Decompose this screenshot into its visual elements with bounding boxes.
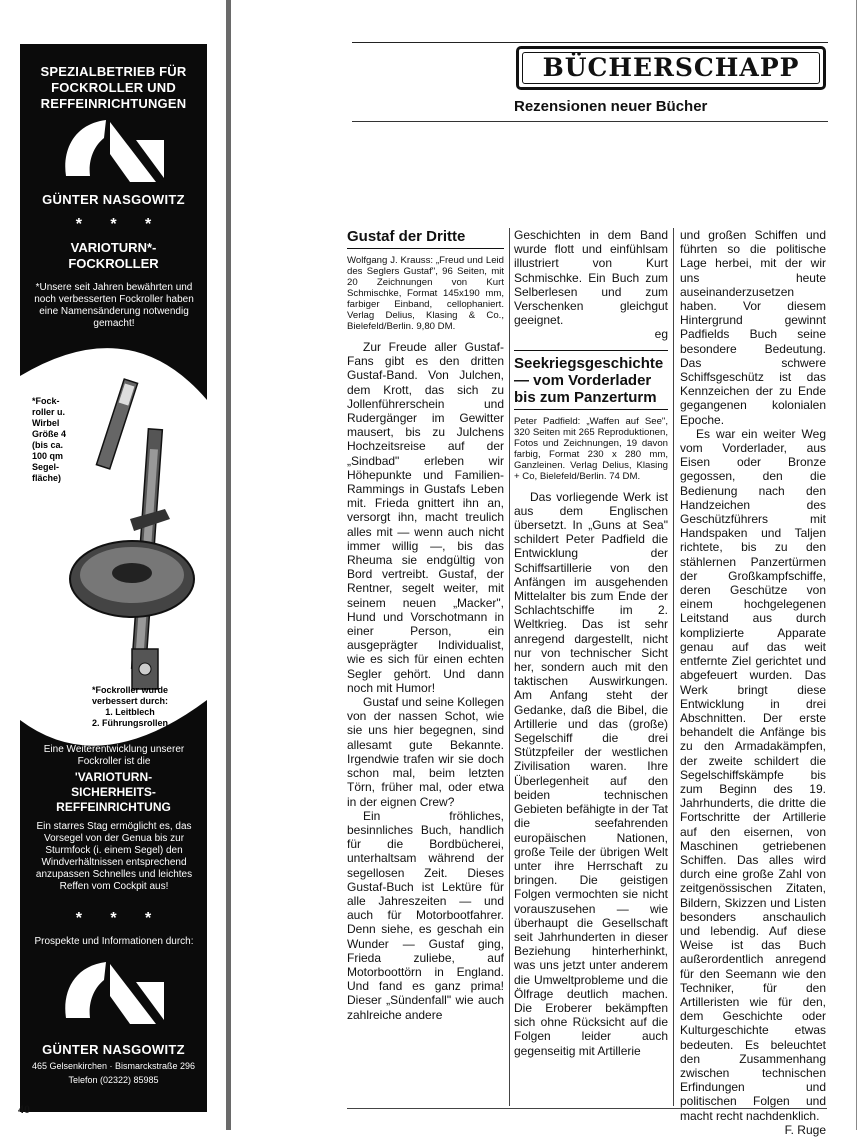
section-title: BÜCHERSCHAPP	[542, 53, 800, 82]
paragraph: Gustaf und seine Kollegen von der nassen Schot, wie sie uns hier begegnen, sind allesamt gute Bekannte. Irgendwie trafen wir sie doch schon mal, beim letzten Törn, früher mal, oder etwa in der eignen Crew?	[347, 695, 504, 809]
furler-illustration	[70, 369, 200, 699]
column-divider	[673, 228, 674, 1106]
author-signature: eg	[654, 327, 668, 342]
stars-divider: * * *	[75, 216, 164, 233]
phone: Telefon (02322) 85985	[68, 1075, 159, 1085]
paragraph: Ein fröhliches, besinnliches Buch, handlich für die Bordbücherei, unterhaltsam während der segellosen Zeit. Dieses Gustaf-Buch ist Lektüre für alle Jahreszeiten — und auch für Motorbootfahrer. Denn siehe, es geschah ein Wunder — Gustaf ging, Frieda zuliebe, auf Motorboottörn in England. Und fand es ganz prima! Dieser „Sündenfall" wie auch zahlreiche andere	[347, 808, 504, 1022]
stars-divider: * * *	[75, 910, 164, 927]
column-3	[680, 228, 826, 1137]
top-rule	[352, 42, 828, 43]
column-1	[347, 228, 504, 1108]
author-signature: F. Ruge	[784, 1122, 826, 1137]
brand-name: GÜNTER NASGOWITZ	[42, 1042, 185, 1057]
product-note: *Unsere seit Jahren bewährten und noch verbesserten Fockroller haben eine Namensänderung notwendig gemacht!	[34, 282, 194, 329]
bottom-rule	[347, 1108, 827, 1109]
company-logo	[60, 960, 168, 1026]
paragraph: Es war ein weiter Weg vom Vorderlader, aus Eisen oder Bronze gegossen, den die Bedienung nach den Handzeichen des Geschützführers mit Handspaken und Taljen richtete, bis zu den stählernen Panzertürmen der Großkampfschiffe, deren Geschütze von einem hochgelegenen Leitstand aus durch komplizierte Apparate genau auf das weit entfernte Ziel gerichtet und abgefeuert wurden. Das Werk bringt diese Entwicklung in drei Abschnitten. Der erste behandelt die Anfänge bis zu den Armadakämpfen, der zweite schildert die Segelschiffskämpfe bis zum Beginn des 19. Jahrhunderts, die dritte die Fortschritte der Artillerie auf den eisernen, von Maschinen getriebenen Schiffen. Das alles wird durch eine große Zahl von zeitgenössischen Zitaten, Bildern, Skizzen und Listen besonders anschaulich und lebendig. Auf diese Weise ist das Buch außerordentlich anregend für den Seemann wie den Techniker, für den Artilleristen wie für den, dem Geschichte oder Kulturgeschichte etwas bedeuten. Es beleuchtet den Zusammenhang zwischen technischen Erfindungen und politischen Folgen und macht recht nachdenklich.	[680, 426, 826, 1123]
safety-description: Ein starres Stag ermöglicht es, das Vorsegel von der Genua bis zur Sturmfock (i. einem Segel) den Windverhältnissen entsprechend anzupassen Schnelles und leichtes Reffen vom Cockpit aus!	[35, 821, 193, 892]
page-number: 40	[18, 1102, 30, 1116]
page-edge	[856, 0, 857, 1130]
bibliography: Peter Padfield: „Waffen auf See", 320 Seiten mit 265 Reproduktionen, Fotos und Zeichnungen, 19 davon farbig, Format 230 x 280 mm, Ganzleinen. Verlag Delius, Klasing + Co, Bielefeld/Berlin. 74 DM.	[514, 415, 668, 482]
gutter-bar	[226, 0, 231, 1130]
company-logo	[60, 118, 168, 184]
improvement-note: *Fockroller wurde verbessert durch: 1. Leitblech 2. Führungsrollen	[91, 685, 169, 728]
product-name: VARIOTURN*- FOCKROLLER	[68, 240, 159, 271]
brand-name: GÜNTER NASGOWITZ	[42, 192, 185, 207]
bibliography: Wolfgang J. Krauss: „Freud und Leid des Seglers Gustaf", 96 Seiten, mit 20 Zeichnungen von Kurt Schmischke, Format 145x190 mm, farbiger Einband, cellophaniert. Verlag Delius, Klasing & Co., Bielefeld/Berlin. 9,80 DM.	[347, 255, 504, 332]
article-title: Gustaf der Dritte	[347, 228, 504, 249]
paragraph: Geschichten in dem Band wurde flott und einfühlsam illustriert von Kurt Schmischke. Ein Buch zum Selberlesen und zum Verschenken gleichgut geeignet.	[514, 228, 668, 328]
column-2	[514, 228, 668, 1108]
section-badge	[516, 46, 826, 90]
article-title: Seekriegsgeschichte — vom Vorderlader bis zum Panzerturm	[514, 350, 668, 410]
paragraph: Das vorliegende Werk ist aus dem Englischen übersetzt. In „Guns at Sea" schildert Peter Padfield die Entwicklung der Schiffsartillerie von den Anfängen im ausgehenden Mittelalter bis zum Ende der Schlachtschiffe im 2. Weltkrieg. Das ist sehr anregend dargestellt, nicht nur von technischer Sicht her, sondern auch mit den taktischen Auswirkungen. Am Anfang steht der Gedanke, daß die Bibel, die Artillerie und das (große) Segelschiff die drei Stützpfeiler der westlichen Zivilisation waren. Ihre Überlegenheit auf den beiden technischen Gebieten befähigte in der Tat die seefahrenden europäischen Nationen, große Teile der übrigen Welt unter ihre Herrschaft zu bringen. Die geistigen Folgen vermochten sie nicht vorauszusehen — wie überhaupt die Gesellschaft seit Jahrhunderten in dieser Beziehung hinterherhinkt, was uns jetzt unter anderem die Umweltprobleme und die Ölfrage deutlich machen. Die Eroberer bekämpften sich ohne Rücksicht auf die Folgen leider auch gegenseitig mit Artillerie	[514, 489, 668, 1058]
address: 465 Gelsenkirchen · Bismarckstraße 296	[31, 1061, 196, 1071]
development-text: Eine Weiterentwicklung unserer Fockroller ist die	[43, 744, 185, 767]
paragraph: Zur Freude aller Gustaf-Fans gibt es den dritten Gustaf-Band. Von Julchen, dem Krott, das sich zu Jollenführerschein und Rudergänger im Gewitter mausert, bis zu Julchens Hochzeitsreise auf der „Sindbad" erleben wir Höhepunkte und Familien-Rammings in Gustafs Leben mit. Frieda gnittert ihn an, versorgt ihn, macht treulich alles mit — wenn auch nicht immer willig —, bis das Rheuma sie endgültig von Bord vertreibt. Gustaf, der Rentner, segelt weiter, mit seinem neuen „Macker", Hund und Vorschotmann in einer Person, ein ausgeprägter Individualist, wie es sich für einen echten Segler gehört. Und dann noch mit Humor!	[347, 340, 504, 695]
advertisement	[20, 44, 207, 1112]
brochure-note: Prospekte und Informationen durch:	[34, 936, 194, 947]
section-subtitle: Rezensionen neuer Bücher	[514, 98, 708, 115]
ad-headline: SPEZIALBETRIEB FÜR FOCKROLLER UND REFFEINRICHTUNGEN	[40, 64, 187, 111]
paragraph: und großen Schiffen und führten so die politische Lage herbei, mit der wir uns heute auseinanderzusetzen haben. Vor diesem Hintergrund gewinnt Padfields Buch seine besondere Bedeutung. Das schwere Schiffsgeschütz ist das Kennzeichen der zu Ende gegangenen kolonialen Epoche.	[680, 228, 826, 427]
safety-product-name: 'VARIOTURN- SICHERHEITS- REFFEINRICHTUNG	[56, 770, 171, 814]
section-rule	[352, 121, 828, 122]
figure-caption: *Fock- roller u. Wirbel Größe 4 (bis ca. 100 qm Segel- fläche)	[32, 396, 67, 483]
column-divider	[509, 228, 510, 1106]
